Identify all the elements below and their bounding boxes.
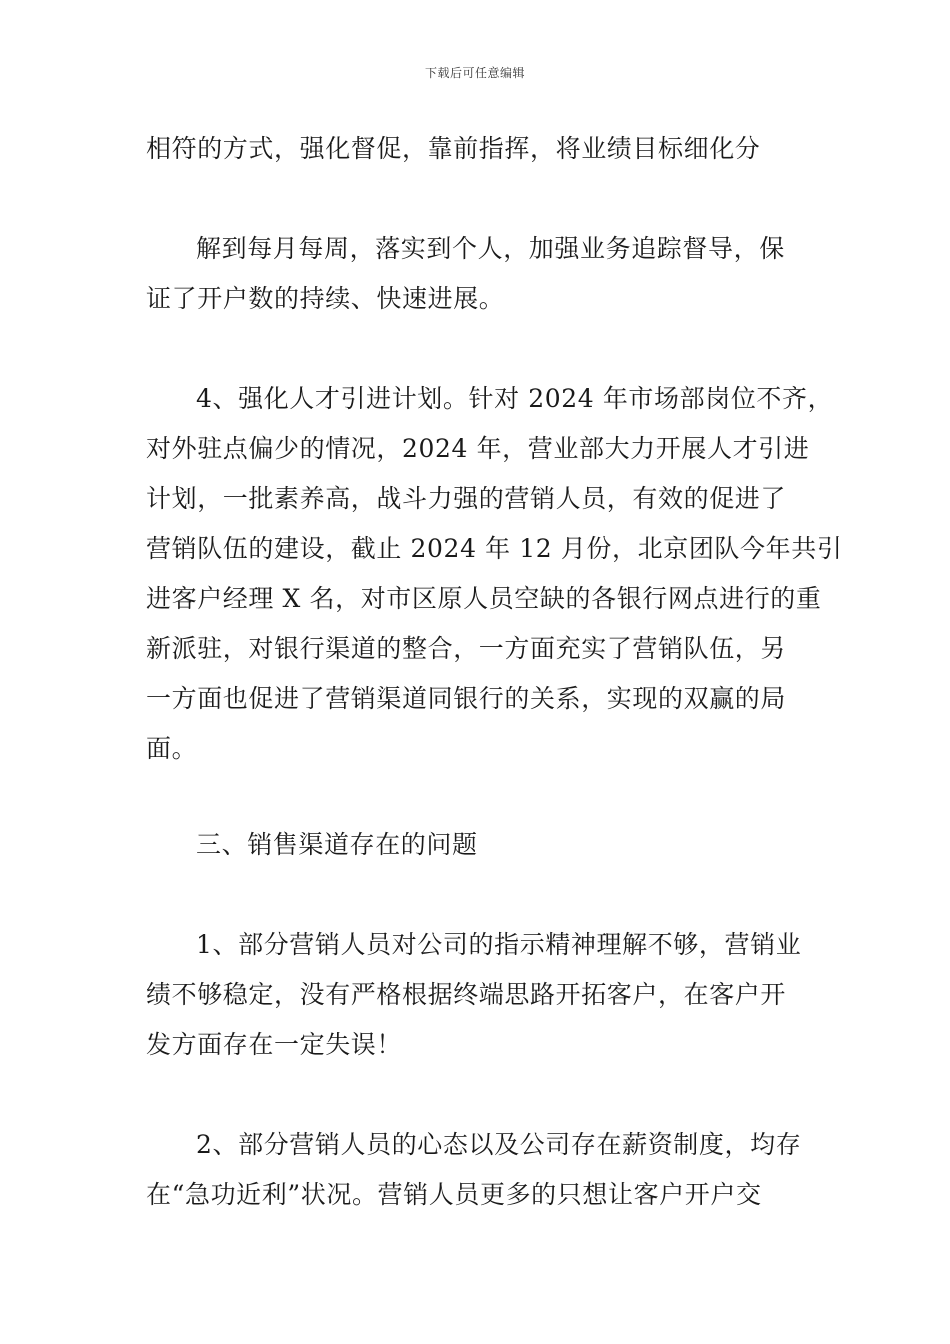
text-line: 面。 [146,734,198,763]
text-line: 绩不够稳定，没有严格根据终端思路开拓客户，在客户开 [146,980,787,1009]
text-line: 计划，一批素养高，战斗力强的营销人员，有效的促进了 [146,484,787,513]
text-line: 1、部分营销人员对公司的指示精神理解不够，营销业 [196,930,802,959]
text-line: 解到每月每周，落实到个人，加强业务追踪督导，保 [196,234,785,263]
text-line: 进客户经理 X 名，对市区原人员空缺的各银行网点进行的重 [146,584,822,613]
text-line: 相符的方式，强化督促，靠前指挥，将业绩目标细化分 [146,134,761,163]
text-line: 新派驻，对银行渠道的整合，一方面充实了营销队伍，另 [146,634,787,663]
text-line: 对外驻点偏少的情况，2024 年，营业部大力开展人才引进 [146,434,810,463]
text-line: 4、强化人才引进计划。针对 2024 年市场部岗位不齐， [196,384,834,413]
text-line: 2、部分营销人员的心态以及公司存在薪资制度，均存 [196,1130,802,1159]
text-line: 在“急功近利”状况。营销人员更多的只想让客户开户交 [146,1180,762,1209]
text-line: 一方面也促进了营销渠道同银行的关系，实现的双赢的局 [146,684,787,713]
text-line: 证了开户数的持续、快速进展。 [146,284,505,313]
page-header: 下载后可任意编辑 [424,66,525,80]
section-heading: 三、销售渠道存在的问题 [196,830,478,859]
text-line: 发方面存在一定失误！ [146,1030,403,1059]
text-line: 营销队伍的建设，截止 2024 年 12 月份，北京团队今年共引 [146,534,843,563]
